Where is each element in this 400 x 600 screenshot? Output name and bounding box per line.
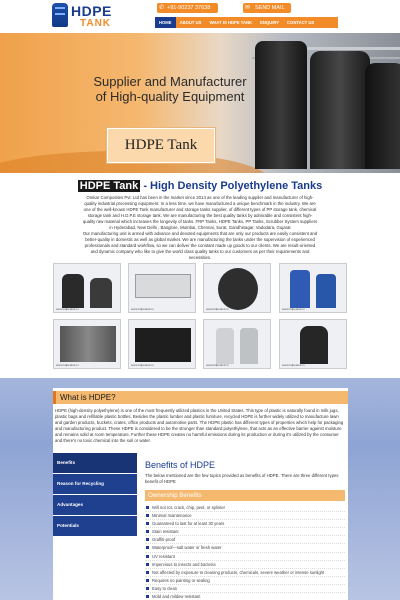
check-icon (146, 538, 149, 541)
brand-sub: TANK (80, 18, 112, 29)
check-icon (146, 587, 149, 590)
list-item-label: Waterproof—salt water or fresh water (152, 545, 222, 551)
intro-paragraph: Omkar Composites Pvt. Ltd has been in the market since 2014 as one of the leading supplier and manufacturer of high-quality industrial processing equipment. In a less time, we have manufactured a unique benchmark in the industry. We are one of the well-known HDPE Tank manufacturer and storage tanks supplier, of different types of PP storage tank, chemical storage tank and H.D.P.E storage tank. We are manufacturing the best quality tanks by admirable and consistent high-quality raw material which increases the longevity of tanks. FRP Tanks, HDPE Tanks, PP Tanks, Scrubber System suppliers in Hyderabad, New Delhi , Banglore, Mumbai, Chennai, Surat, Gandhinagar, Vadodara, Gujarat (82, 195, 318, 230)
phone-button[interactable] (157, 3, 218, 13)
check-icon (146, 546, 149, 549)
page-title-rest: - High Density Polyethylene Tanks (140, 180, 323, 192)
gallery-caption: www.hdpetank.in (131, 363, 154, 367)
hero-title-line1: Supplier and Manufacturer (93, 74, 247, 89)
tank-image (300, 326, 328, 364)
tank-image (135, 274, 191, 298)
list-item (145, 593, 345, 600)
gallery-caption: www.hdpetank.in (56, 307, 79, 311)
mail-icon: ✉ (245, 5, 251, 11)
tank-logo-icon (52, 3, 68, 27)
tank-image (90, 278, 112, 308)
gallery-caption: www.hdpetank.in (206, 363, 229, 367)
check-icon (146, 595, 149, 598)
sidebar-item-benefits[interactable]: Benefits (53, 453, 137, 473)
sidebar-item-potentials[interactable]: Potentials (53, 516, 137, 536)
phone-number: +91-90237 37638 (167, 5, 211, 11)
check-icon (146, 571, 149, 574)
list-item (145, 577, 345, 585)
tank-image (135, 328, 191, 362)
tank-image (216, 328, 234, 364)
gallery-caption: www.hdpetank.in (282, 307, 305, 311)
sidebar-item-advantages[interactable]: Advantages (53, 495, 137, 515)
main-nav (155, 17, 338, 28)
gallery-thumb[interactable] (279, 319, 347, 369)
hero-title-line2: of High-quality Equipment (95, 89, 245, 104)
list-item-label: Mold and mildew resistant (152, 594, 201, 600)
gallery-thumb[interactable] (279, 263, 347, 313)
check-icon (146, 579, 149, 582)
list-item (145, 536, 345, 544)
what-is-hdpe-text: HDPE (high-density polyethylene) is one of the most frequently utilized plastics in the United States. This type of plastic is naturally found in milk jugs, plastic bags and refillable plastic bottles. Besides the plastic lumber and plastic furniture, recycled HDPE is further widely utilized to manufacture lawn and garden products, buckets, crates, office products and automotive parts. The HDPE plastic has different types of properties which help for packaging and manufacturing product. These HDPE is considered to be the stronger than standard polyethylene, that acts as an effective barrier against moisture and remains solid at room temperature. Further these HDPE creates no harmful emissions during its production or during it's utilized by the consumer and there's no toxic chemical into the soil or water. (55, 408, 344, 443)
hero-tank-image (255, 41, 307, 169)
list-item (145, 528, 345, 536)
page-title (0, 180, 400, 192)
nav-enquiry[interactable]: ENQUIRY (260, 20, 280, 25)
list-item (145, 520, 345, 528)
nav-contact-us[interactable]: CONTACT US (287, 20, 315, 25)
gallery-caption: www.hdpetank.in (56, 363, 79, 367)
list-item-label: Will not rot, crack, chip, peel, or splinter (152, 505, 226, 510)
list-item-label: Easy to clean (152, 585, 178, 591)
list-item (145, 512, 345, 520)
list-item-label: UV resistant (152, 553, 175, 559)
check-icon (146, 506, 149, 509)
gallery-caption: www.hdpetank.in (282, 363, 305, 367)
tank-image (240, 328, 258, 364)
header (0, 0, 400, 33)
check-icon (146, 530, 149, 533)
hero-label-box (107, 128, 215, 163)
list-item-label: Not affected by exposure to cleaning products, chemicals, severe weather or intense sunlight (152, 569, 325, 575)
gallery-caption: www.hdpetank.in (131, 307, 154, 311)
nav-about-us[interactable]: ABOUT US (179, 20, 202, 25)
page-title-highlight: HDPE Tank (79, 180, 139, 192)
product-gallery (53, 263, 348, 373)
list-item-label: Graffiti-proof (152, 537, 176, 543)
list-item (145, 561, 345, 569)
tank-image (60, 326, 116, 362)
intro-paragraph-2: Our manufacturing unit is armed with advance and devoted equipments that are only our products are easily consistent and better-quality in domestic as well as global market. We are manufacturing the tanks under the supervision of experienced professionals and standard workflow, so we can deliver the constant made up goods to our clients. We are result-oriented and dynamic company who like to give the world class quality tanks to our customers as per their requirements and necessities. (82, 231, 318, 260)
list-item-label: Requires no painting or sealing (152, 577, 210, 583)
check-icon (146, 555, 149, 558)
phone-icon: ✆ (159, 5, 165, 11)
benefits-heading: Benefits of HDPE (145, 460, 216, 470)
list-item (145, 553, 345, 561)
check-icon (146, 522, 149, 525)
list-item-label: Minimal maintenance (152, 513, 192, 519)
logo[interactable] (52, 3, 142, 31)
sidebar-item-reason-for-recycling[interactable]: Reason for Recycling (53, 474, 137, 494)
brand-name: HDPE (71, 3, 112, 19)
nav-what-is-hdpe-tank[interactable]: WHAT IS HDPE TANK (209, 20, 253, 25)
list-item-label: Impervious to insects and bacteria (152, 561, 216, 567)
list-item-label: Guaranteed to last for at least 30 years (152, 521, 225, 527)
what-is-hdpe-heading: What is HDPE? (53, 391, 348, 404)
list-item-label: Stain resistant (152, 529, 179, 535)
list-item (145, 585, 345, 593)
tank-image (218, 268, 258, 310)
hero-tank-image (310, 51, 370, 169)
tank-image (316, 274, 336, 308)
gallery-thumb[interactable] (128, 319, 196, 369)
gallery-thumb[interactable] (53, 263, 121, 313)
check-icon (146, 563, 149, 566)
list-item (145, 544, 345, 552)
hero-label: HDPE Tank (124, 137, 198, 153)
ownership-benefits-heading: Ownership Benefits (145, 490, 345, 501)
gallery-thumb[interactable] (203, 263, 271, 313)
benefits-list (145, 504, 345, 600)
gallery-thumb[interactable] (203, 319, 271, 369)
gallery-caption: www.hdpetank.in (206, 307, 229, 311)
topic-sidebar (53, 453, 137, 537)
send-mail-button[interactable] (243, 3, 291, 13)
gallery-thumb[interactable] (53, 319, 121, 369)
tank-image (62, 274, 84, 308)
list-item (145, 569, 345, 577)
benefits-intro: The below mentioned are the few topics provided as benefits of HDPE. There are three different types benefit of HDPE (145, 473, 339, 484)
check-icon (146, 514, 149, 517)
list-item (145, 504, 345, 512)
nav-home[interactable]: HOME (155, 17, 176, 28)
send-mail-label: SEND MAIL (255, 5, 285, 11)
tank-image (290, 270, 310, 308)
hero-tank-image (365, 63, 400, 169)
gallery-thumb[interactable] (128, 263, 196, 313)
